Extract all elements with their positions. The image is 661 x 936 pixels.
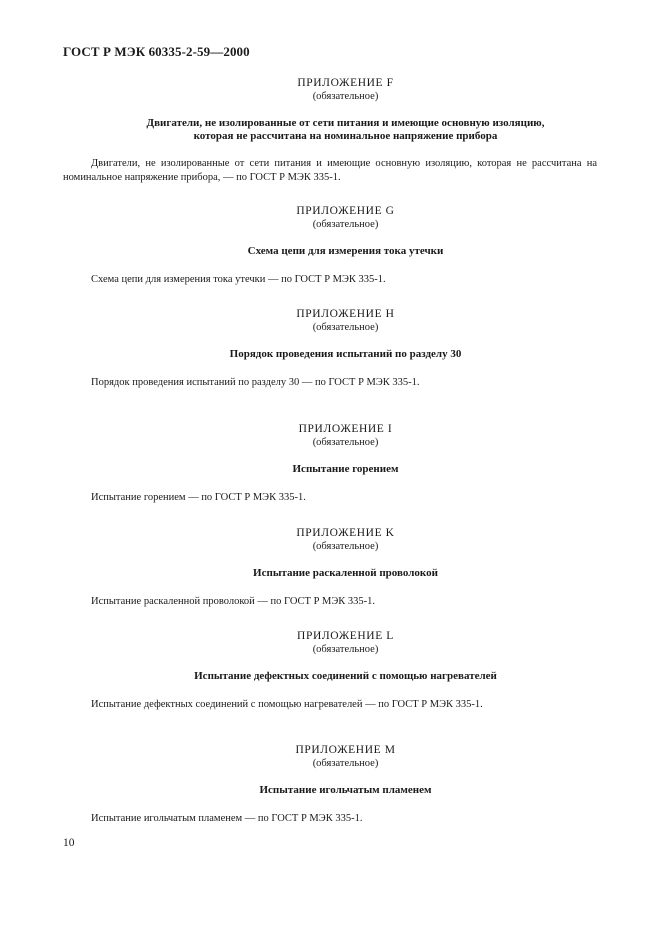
appendix-f — [0, 76, 661, 184]
appendix-heading: Испытание игольчатым пламенем — [259, 784, 432, 796]
appendix-heading-line-1: Двигатели, не изолированные от сети питания и имеющие основную изоляцию, — [146, 117, 545, 129]
appendix-i — [0, 422, 661, 505]
appendix-heading: Порядок проведения испытаний по разделу 30 — [229, 348, 462, 360]
appendix-body: Испытание игольчатым пламенем — по ГОСТ Р МЭК 335-1. — [91, 813, 363, 824]
appendix-heading — [0, 117, 661, 143]
appendix-title: ПРИЛОЖЕНИЕ M — [295, 744, 396, 756]
page-number: 10 — [63, 837, 75, 849]
appendix-heading-line-2: которая не рассчитана на номинальное напряжение прибора — [193, 130, 498, 142]
appendix-body: Испытание раскаленной проволокой — по ГОСТ Р МЭК 335-1. — [91, 596, 376, 607]
appendix-body: Испытание горением — по ГОСТ Р МЭК 335-1. — [91, 492, 306, 503]
appendix-status: (обязательное) — [312, 541, 379, 552]
appendix-title: ПРИЛОЖЕНИЕ F — [297, 77, 394, 89]
appendix-status: (обязательное) — [312, 758, 379, 769]
appendix-title: ПРИЛОЖЕНИЕ K — [296, 527, 395, 539]
appendix-heading: Испытание дефектных соединений с помощью нагревателей — [194, 670, 497, 682]
appendix-heading: Испытание раскаленной проволокой — [253, 567, 438, 579]
appendix-body: Испытание дефектных соединений с помощью нагревателей — по ГОСТ Р МЭК 335-1. — [91, 699, 483, 710]
appendix-l — [0, 629, 661, 712]
appendix-heading: Испытание горением — [292, 463, 399, 475]
appendix-title: ПРИЛОЖЕНИЕ I — [298, 423, 393, 435]
appendix-g — [0, 204, 661, 287]
appendix-title: ПРИЛОЖЕНИЕ L — [297, 630, 394, 642]
appendix-body: Схема цепи для измерения тока утечки — по ГОСТ Р МЭК 335-1. — [91, 274, 386, 285]
document-header: ГОСТ Р МЭК 60335-2-59—2000 — [63, 44, 250, 59]
appendix-status: (обязательное) — [312, 219, 379, 230]
appendix-title: ПРИЛОЖЕНИЕ H — [296, 308, 395, 320]
appendix-status: (обязательное) — [312, 322, 379, 333]
appendix-body: Порядок проведения испытаний по разделу 30 — по ГОСТ Р МЭК 335-1. — [91, 377, 420, 388]
appendix-body: Двигатели, не изолированные от сети питания и имеющие основную изоляцию, которая не рассчитана на номинальное напряжение прибора, — по ГОСТ Р МЭК 335-1. — [63, 158, 597, 183]
appendix-h — [0, 307, 661, 390]
appendix-m — [0, 743, 661, 826]
appendix-status: (обязательное) — [312, 437, 379, 448]
appendix-k — [0, 526, 661, 609]
appendix-status: (обязательное) — [312, 91, 379, 102]
appendix-status: (обязательное) — [312, 644, 379, 655]
appendix-title: ПРИЛОЖЕНИЕ G — [296, 205, 395, 217]
appendix-heading: Схема цепи для измерения тока утечки — [247, 245, 444, 257]
